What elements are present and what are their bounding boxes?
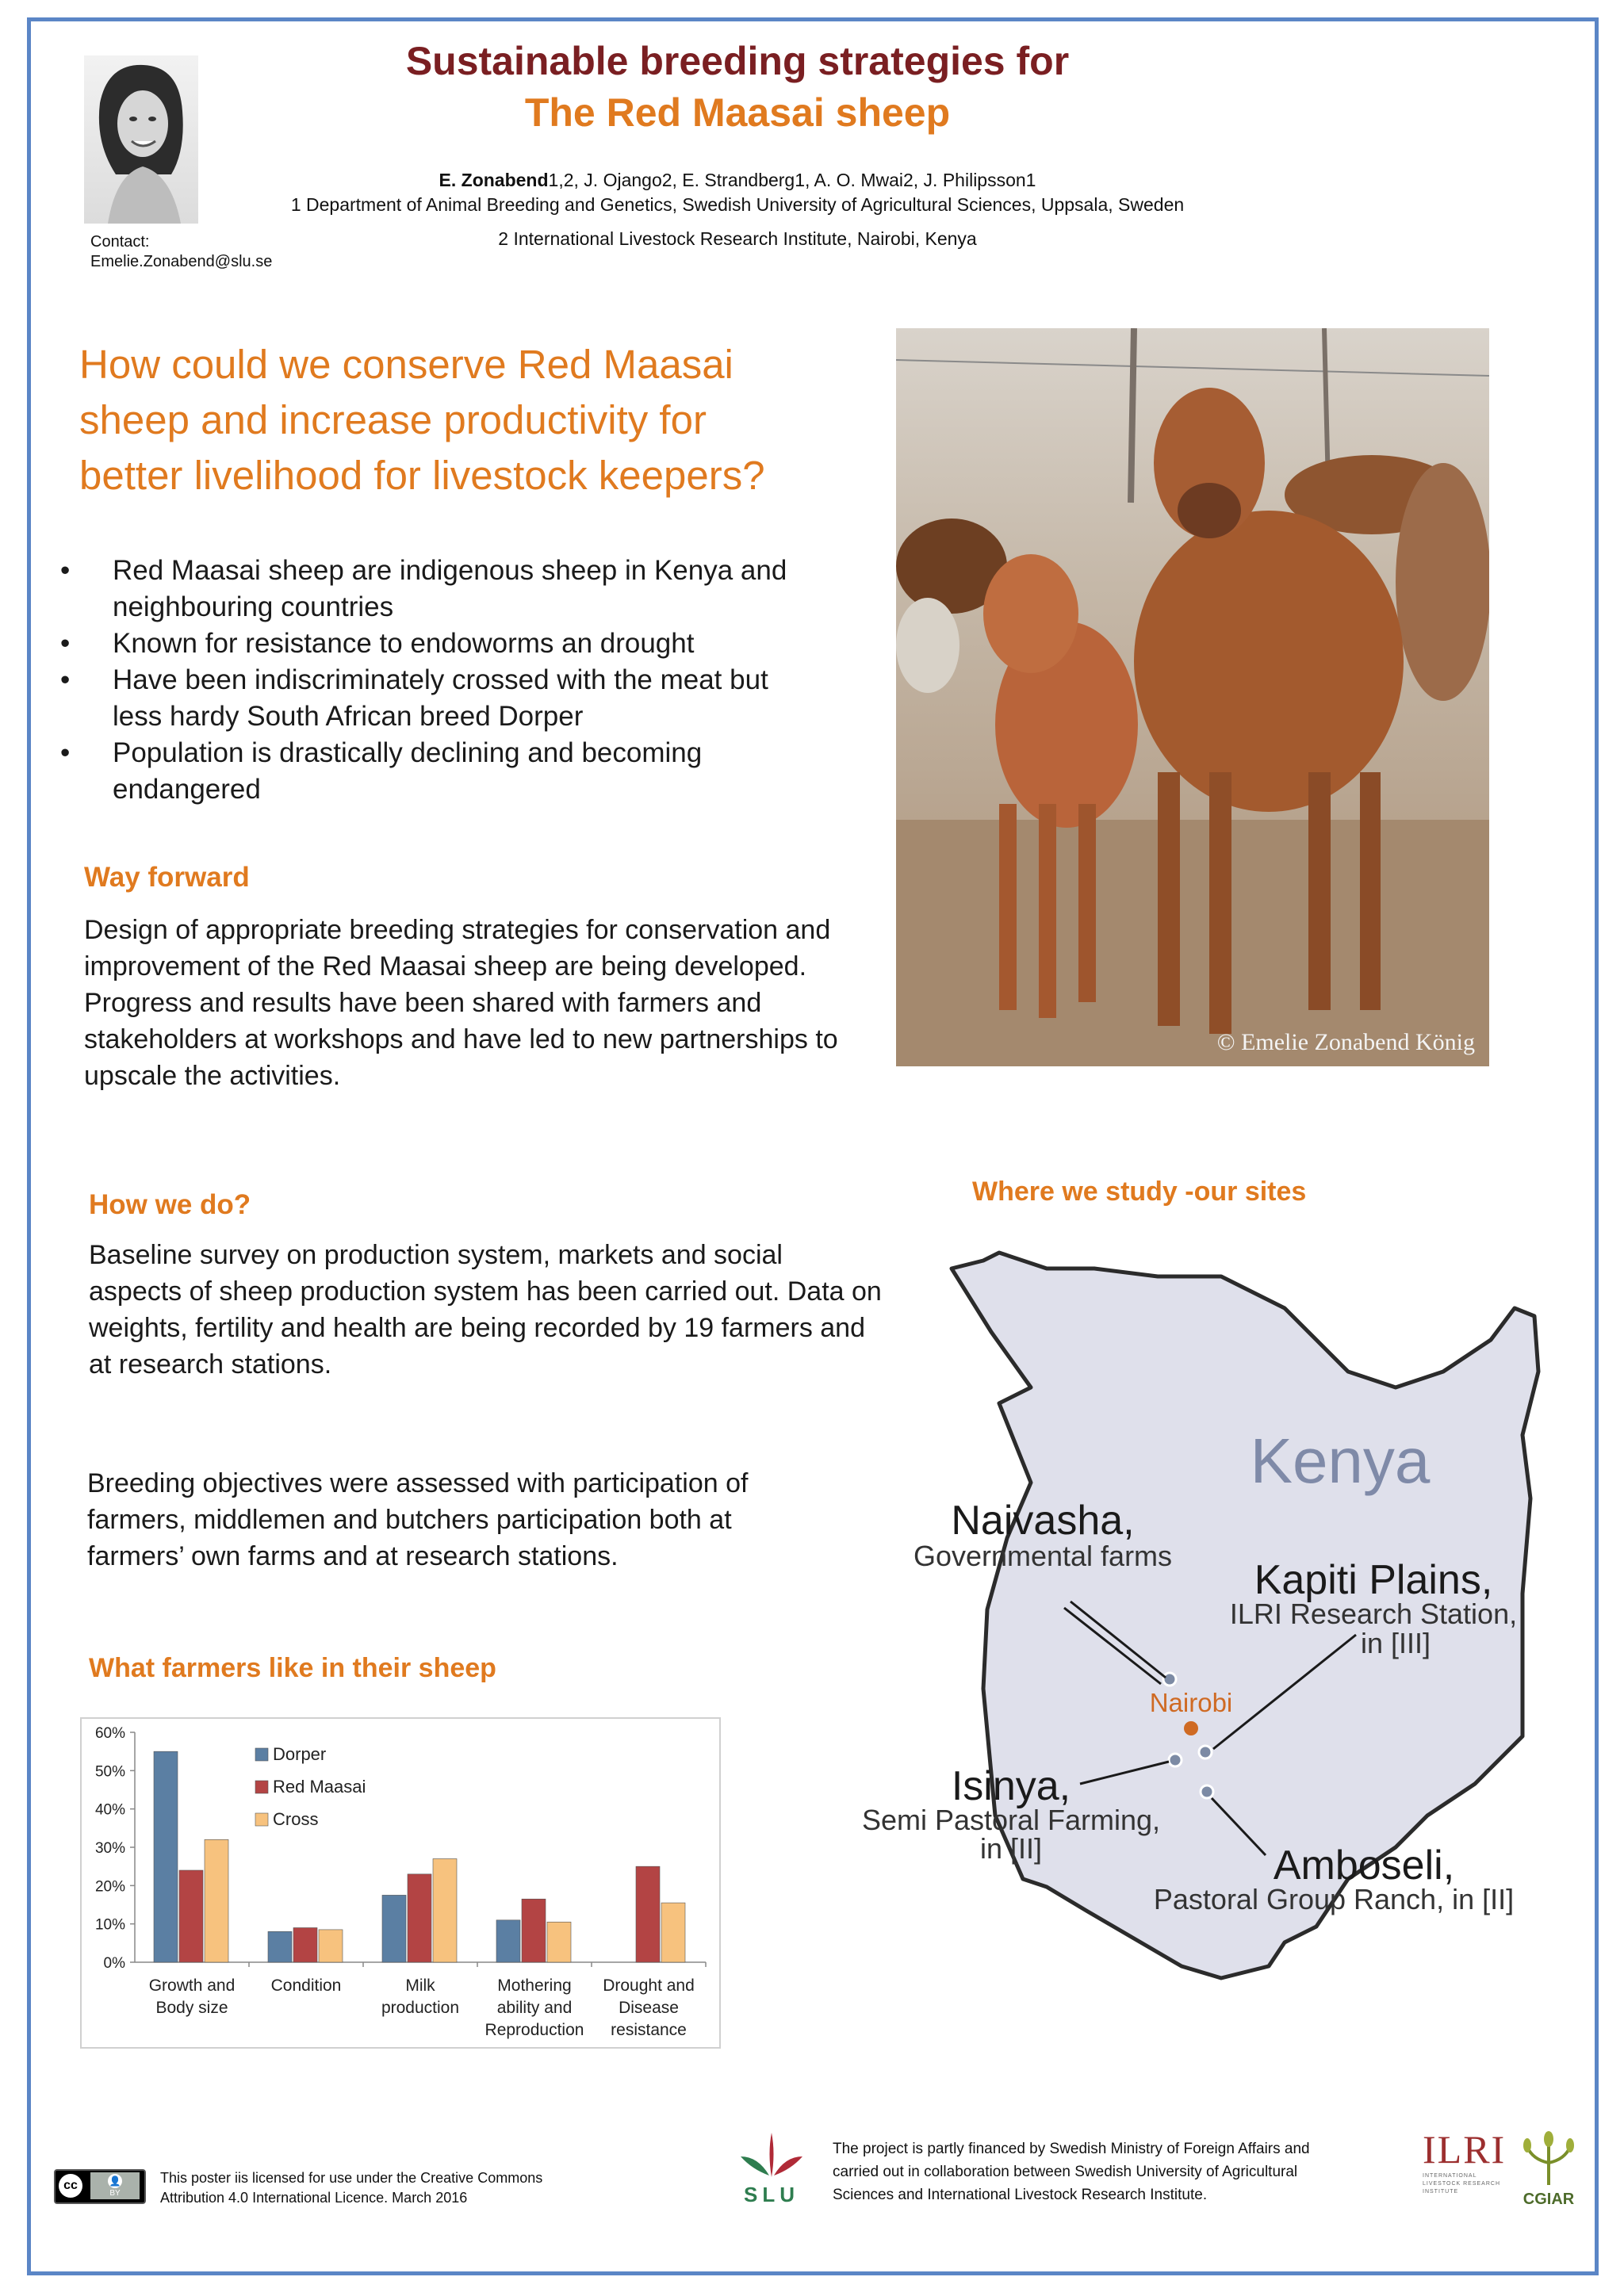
category-label: Condition xyxy=(270,1976,342,1995)
bar-cross[interactable] xyxy=(661,1903,685,1962)
legend-label: Cross xyxy=(273,1809,319,1829)
ilri-subtitle-line: INTERNATIONAL xyxy=(1423,2173,1477,2179)
slu-logo xyxy=(736,2130,807,2209)
y-tick-label: 60% xyxy=(94,1725,125,1742)
kapiti-label: Kapiti Plains, xyxy=(1254,1557,1493,1603)
contact-block xyxy=(90,232,272,272)
headline-line: sheep and increase productivity for xyxy=(79,397,707,442)
ilri-subtitle-line: INSTITUTE xyxy=(1423,2189,1459,2195)
site-marker-isinya[interactable] xyxy=(1169,1754,1182,1766)
authors xyxy=(285,170,1189,191)
way-forward-text: Design of appropriate breeding strategies for conservation and improvement of the Red Maasai sheep are being developed. Progress and results have been shared with farmers and stakeholders at workshops and have led to new partnerships to upscale the activities. xyxy=(84,915,838,1091)
legend-swatch xyxy=(255,1781,268,1793)
site-marker-naivasha[interactable] xyxy=(1163,1673,1176,1686)
legend-label: Dorper xyxy=(273,1744,327,1764)
bar-red-maasai[interactable] xyxy=(293,1928,317,1963)
cgiar-wheat-icon xyxy=(1513,2131,1584,2187)
category-label: ability and xyxy=(496,1999,573,2017)
how-we-do-text-2: Breeding objectives were assessed with participation of farmers, middlemen and butchers participation both at farmers’ own farms and at research stations. xyxy=(87,1468,749,1571)
y-tick-label: 50% xyxy=(94,1763,125,1781)
bar-red-maasai[interactable] xyxy=(636,1866,660,1962)
kenya-map xyxy=(841,1245,1570,2006)
category-label: production xyxy=(381,1999,460,2017)
background-bullets xyxy=(56,553,848,808)
category-label: Disease xyxy=(619,1999,679,2017)
isinya-label: Isinya, xyxy=(951,1763,1071,1809)
category-label: Mothering xyxy=(497,1976,572,1995)
y-tick-label: 10% xyxy=(94,1916,125,1934)
naivasha-desc: Governmental farms xyxy=(913,1540,1173,1572)
photo-credit: © Emelie Zonabend König xyxy=(1216,1029,1475,1055)
isinya-desc: Semi Pastoral Farming, xyxy=(861,1804,1161,1836)
site-marker-kapiti[interactable] xyxy=(1199,1746,1212,1758)
cc-by-badge xyxy=(54,2169,146,2204)
slu-leaf-icon xyxy=(736,2130,807,2179)
ilri-subtitle-line: LIVESTOCK RESEARCH xyxy=(1423,2181,1501,2187)
ilri-subtitle xyxy=(1423,2172,1502,2196)
ilri-wordmark: ILRI xyxy=(1423,2127,1507,2172)
category-label: Drought and xyxy=(603,1976,695,1995)
affiliation-1: 1 Department of Animal Breeding and Genetics, Swedish University of Agricultural Sciences, Uppsala, Sweden xyxy=(290,194,1185,215)
kapiti-desc-2: in [III] xyxy=(1360,1627,1431,1659)
farmer-preference-chart xyxy=(79,1716,722,2049)
bar-dorper[interactable] xyxy=(496,1920,520,1962)
bar-cross[interactable] xyxy=(205,1839,228,1962)
bar-cross[interactable] xyxy=(319,1930,343,1962)
funding-line: carried out in collaboration between Swedish University of Agricultural xyxy=(833,2164,1298,2180)
sheep-illustration xyxy=(896,328,1489,1066)
bar-cross[interactable] xyxy=(433,1859,457,1963)
poster-title-line1: Sustainable breeding strategies for xyxy=(405,39,1070,83)
author-portrait xyxy=(84,55,198,224)
bar-dorper[interactable] xyxy=(154,1751,178,1962)
affiliation-2: 2 International Livestock Research Institute, Nairobi, Kenya xyxy=(498,228,977,249)
y-tick-label: 0% xyxy=(103,1955,125,1972)
sheep-photo xyxy=(896,328,1489,1066)
poster-title-line2: The Red Maasai sheep xyxy=(524,90,951,135)
headline-line: How could we conserve Red Maasai xyxy=(79,342,733,387)
country-label: Kenya xyxy=(1250,1425,1431,1496)
bar-red-maasai[interactable] xyxy=(408,1874,431,1962)
bullet-item: • Have been indiscriminately crossed with the meat but less hardy South African breed Dorper xyxy=(56,662,795,735)
category-label: Milk xyxy=(405,1976,435,1995)
amboseli-label: Amboseli, xyxy=(1273,1843,1455,1888)
slu-wordmark: SLU xyxy=(744,2183,799,2206)
funding-line: Sciences and International Livestock Research Institute. xyxy=(833,2187,1208,2203)
contact-email[interactable]: Emelie.Zonabend@slu.se xyxy=(90,253,273,270)
legend-swatch xyxy=(255,1813,268,1826)
y-tick-label: 40% xyxy=(94,1801,125,1819)
category-label: Reproduction xyxy=(485,2021,584,2039)
cc-icon: cc xyxy=(59,2174,82,2198)
co-authors: 1,2, J. Ojango2, E. Strandberg1, A. O. Mwai2, J. Philipsson1 xyxy=(548,170,1036,190)
legend-swatch xyxy=(255,1748,268,1761)
capital-label: Nairobi xyxy=(1149,1688,1233,1717)
bar-red-maasai[interactable] xyxy=(179,1870,203,1962)
site-marker-amboseli[interactable] xyxy=(1201,1785,1213,1798)
research-question xyxy=(79,337,872,503)
amboseli-desc: Pastoral Group Ranch, in [II] xyxy=(1153,1883,1515,1915)
cgiar-logo xyxy=(1513,2131,1584,2209)
category-label: resistance xyxy=(611,2021,687,2039)
lead-author: E. Zonabend xyxy=(439,170,549,190)
bullet-item: • Population is drastically declining and becoming endangered xyxy=(56,735,795,808)
funding-line: The project is partly financed by Swedish Ministry of Foreign Affairs and xyxy=(833,2141,1310,2157)
y-tick-label: 20% xyxy=(94,1878,125,1896)
portrait-drawing xyxy=(84,55,198,224)
kapiti-desc: ILRI Research Station, xyxy=(1229,1598,1518,1630)
contact-label: Contact: xyxy=(90,233,150,251)
license-line: Attribution 4.0 International Licence. March 2016 xyxy=(160,2190,468,2206)
legend-label: Red Maasai xyxy=(273,1777,366,1797)
ilri-logo xyxy=(1423,2126,1507,2196)
category-label: Body size xyxy=(155,1999,228,2017)
bar-dorper[interactable] xyxy=(268,1931,292,1962)
sites-heading: Where we study -our sites xyxy=(972,1177,1307,1207)
bullet-item: • Known for resistance to endoworms an drought xyxy=(56,626,848,662)
bar-dorper[interactable] xyxy=(382,1895,406,1962)
how-we-do-text-1: Baseline survey on production system, markets and social aspects of sheep production system has been carried out. Data on weights, fertility and health are being recorded by 19 farmers and at research stations. xyxy=(89,1240,882,1380)
bullet-item: • Red Maasai sheep are indigenous sheep in Kenya and neighbouring countries xyxy=(56,553,795,626)
headline-line: better livelihood for livestock keepers? xyxy=(79,453,765,498)
how-we-do-heading: How we do? xyxy=(89,1189,251,1220)
isinya-desc-2: in [II] xyxy=(979,1832,1043,1865)
cc-by-label: BY xyxy=(109,2189,121,2198)
funding-statement xyxy=(833,2137,1372,2206)
license-line: This poster iis licensed for use under the Creative Commons xyxy=(160,2170,543,2186)
category-label: Growth and xyxy=(148,1976,236,1995)
naivasha-label: Naivasha, xyxy=(951,1498,1135,1544)
y-tick-label: 30% xyxy=(94,1840,125,1857)
cgiar-wordmark: CGIAR xyxy=(1522,2191,1575,2208)
attribution-icon: 👤 xyxy=(109,2175,121,2187)
bar-red-maasai[interactable] xyxy=(522,1899,546,1962)
bar-cross[interactable] xyxy=(547,1922,571,1962)
chart-heading: What farmers like in their sheep xyxy=(89,1653,496,1683)
site-marker-nairobi[interactable] xyxy=(1184,1721,1198,1735)
license-text xyxy=(160,2168,542,2208)
way-forward-heading: Way forward xyxy=(84,862,250,893)
